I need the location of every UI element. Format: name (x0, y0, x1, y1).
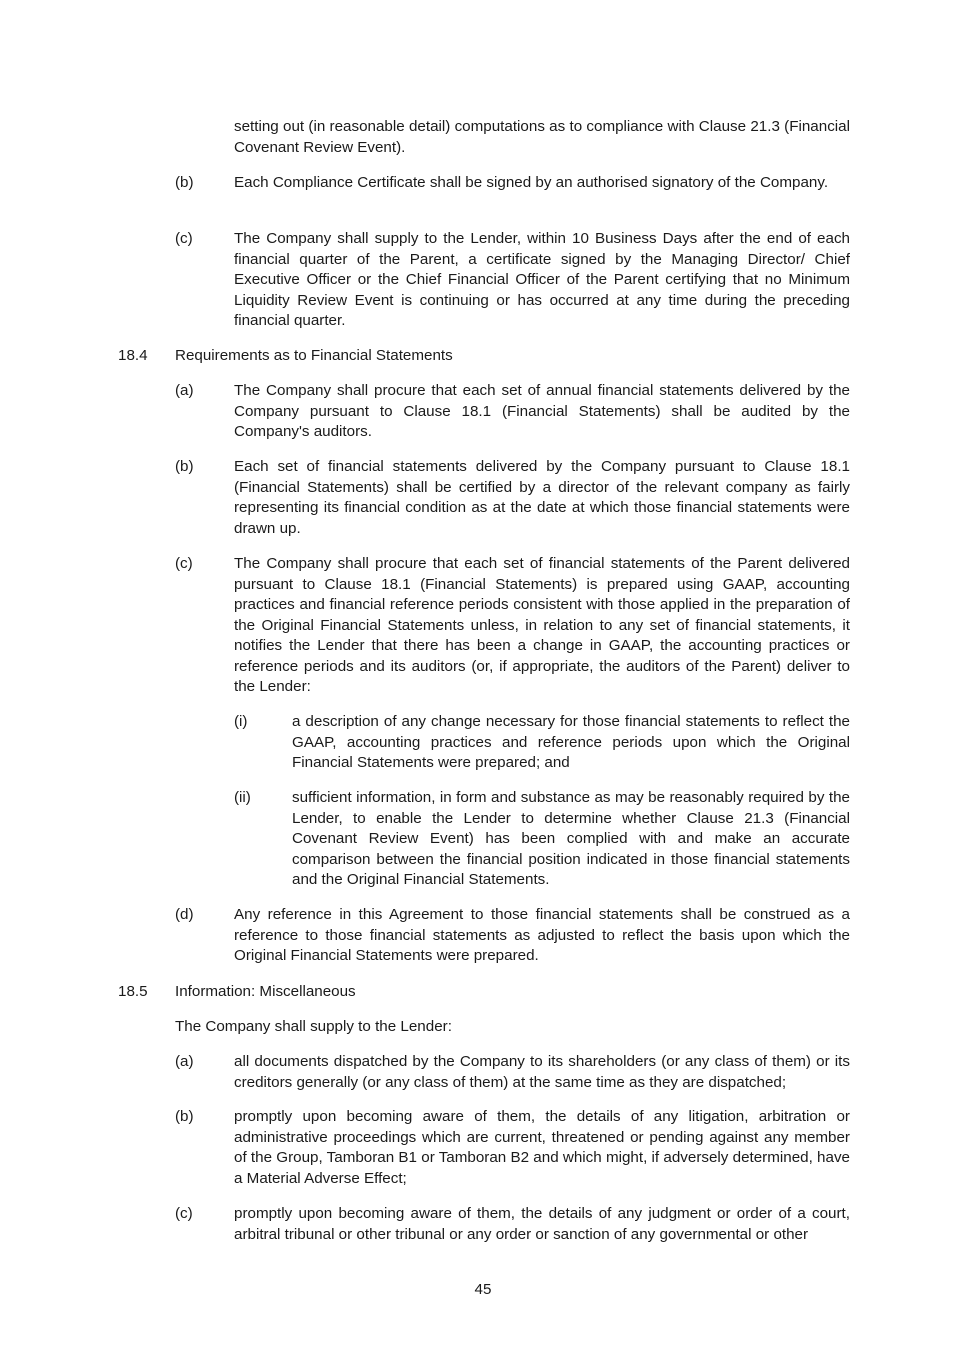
item-text: Each Compliance Certificate shall be signed by an authorised signatory of the Company. (234, 174, 829, 191)
item-label: (c) (175, 555, 193, 572)
section-number: 18.4 (118, 347, 148, 364)
intro-text: The Company shall supply to the Lender: (175, 1018, 452, 1035)
sub-item-text-block (292, 712, 850, 774)
page-number: 45 (474, 1281, 492, 1298)
item-text: Any reference in this Agreement to those financial statements shall be construed as a reference to those financial statements as adjusted to reflect the basis upon which the Original Financial Statements were prepared. (234, 906, 850, 964)
item-text-block (234, 1204, 850, 1245)
item-text: The Company shall procure that each set of annual financial statements delivered by the Company pursuant to Clause 18.1 (Financial Statements) shall be audited by the Company's auditors. (234, 382, 850, 440)
continuation-text: setting out (in reasonable detail) computations as to compliance with Clause 21.3 (Financial Covenant Review Event). (234, 118, 850, 156)
item-text-block (234, 173, 850, 194)
item-text-block (234, 229, 850, 332)
item-label: (d) (175, 906, 194, 923)
sub-item-text: a description of any change necessary for those financial statements to reflect the GAAP, accounting practices and reference periods upon which the Original Financial Statements were prepared; and (292, 713, 850, 771)
item-label: (b) (175, 1108, 194, 1125)
section-intro (175, 1017, 850, 1038)
item-text: The Company shall supply to the Lender, within 10 Business Days after the end of each financial quarter of the Parent, a certificate signed by the Managing Director/ Chief Executive Officer or the Chief Financial Officer of the Parent certifying that no Minimum Liquidity Review Event is continuing or has occurred at any time during the preceding financial quarter. (234, 230, 850, 329)
sub-item-label: (i) (234, 713, 248, 730)
item-text: promptly upon becoming aware of them, the details of any litigation, arbitration or administrative proceedings which are current, threatened or pending against any member of the Group, Tamboran B1 or Tamboran B2 and which might, if adversely determined, have a Material Adverse Effect; (234, 1108, 850, 1187)
item-label: (c) (175, 1205, 193, 1222)
item-text: all documents dispatched by the Company to its shareholders (or any class of them) or its creditors generally (or any class of them) at the same time as they are dispatched; (234, 1053, 850, 1091)
item-text-block (234, 457, 850, 539)
item-label: (a) (175, 382, 194, 399)
item-label: (b) (175, 174, 194, 191)
sub-item-text: sufficient information, in form and substance as may be reasonably required by the Lender, to enable the Lender to determine whether Clause 21.3 (Financial Covenant Review Event) has been complied with and make an accurate comparison between the financial position indicated in those financial statements and the Original Financial Statements. (292, 789, 850, 888)
sub-item-text-block (292, 788, 850, 891)
item-text: Each set of financial statements delivered by the Company pursuant to Clause 18.1 (Financial Statements) shall be certified by a director of the relevant company as fairly representing its financial condition as at the date at which those financial statements were drawn up. (234, 458, 850, 537)
continuation-paragraph (234, 117, 850, 158)
item-label: (b) (175, 458, 194, 475)
item-text: The Company shall procure that each set of financial statements of the Parent delivered pursuant to Clause 18.1 (Financial Statements) is prepared using GAAP, accounting practices and financial reference periods consistent with those applied in the preparation of the Original Financial Statements unless, in relation to any set of financial statements, it notifies the Lender that there has been a change in GAAP, the accounting practices or reference periods and its auditors (or, if appropriate, the auditors of the Parent) deliver to the Lender: (234, 555, 850, 695)
item-text: promptly upon becoming aware of them, the details of any judgment or order of a court, arbitral tribunal or other tribunal or any order or sanction of any governmental or other (234, 1205, 850, 1243)
section-number: 18.5 (118, 983, 148, 1000)
item-label: (a) (175, 1053, 194, 1070)
item-text-block (234, 1107, 850, 1189)
item-text-block (234, 554, 850, 698)
item-label: (c) (175, 230, 193, 247)
item-text-block (234, 381, 850, 443)
sub-item-label: (ii) (234, 789, 251, 806)
item-text-block (234, 905, 850, 967)
item-text-block (234, 1052, 850, 1093)
section-title: Requirements as to Financial Statements (175, 347, 453, 364)
section-title: Information: Miscellaneous (175, 983, 356, 1000)
